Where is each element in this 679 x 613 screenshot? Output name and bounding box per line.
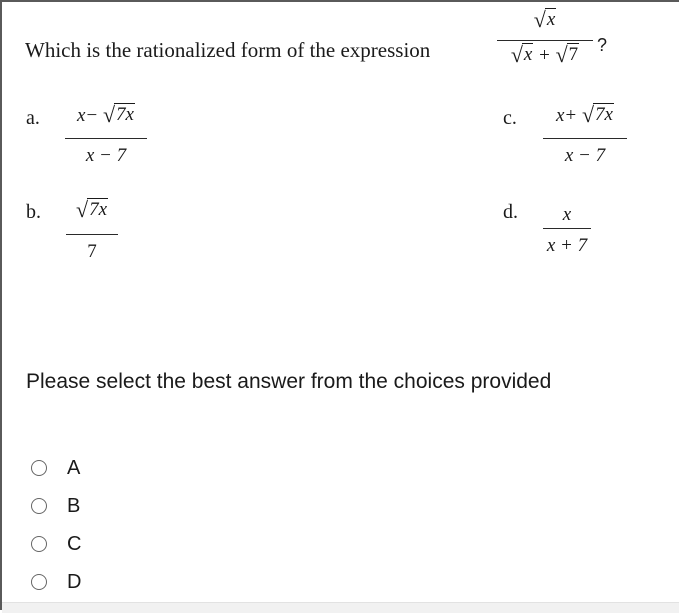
question-expression — [497, 8, 593, 67]
choice-label[interactable]: C — [67, 532, 82, 555]
choice-label[interactable]: B — [67, 494, 81, 517]
option-a-letter: a. — [26, 107, 40, 129]
choice-d[interactable] — [31, 568, 81, 596]
sqrt-symbol: √ 7x — [102, 102, 134, 127]
sqrt-symbol: √ x — [533, 7, 556, 32]
radio-button[interactable] — [31, 536, 47, 552]
option-b-numerator — [66, 198, 118, 228]
option-a-fraction — [65, 103, 147, 167]
choice-label[interactable]: A — [67, 456, 81, 479]
option-a-denominator: x − 7 — [85, 145, 127, 166]
fraction-bar — [65, 138, 147, 139]
bottom-strip — [2, 602, 679, 613]
option-d-fraction — [543, 198, 591, 257]
answer-prompt: Please select the best answer from the choices provided — [26, 370, 552, 393]
question-mark: ? — [597, 35, 608, 55]
sqrt-symbol: √ 7 — [555, 42, 579, 67]
option-d-denominator: x + 7 — [546, 235, 588, 256]
option-c-numerator: x+ √ 7x — [556, 102, 613, 127]
sqrt-symbol: √ x — [510, 42, 533, 67]
option-b-denominator: 7 — [87, 241, 97, 262]
fraction-bar — [66, 234, 118, 235]
fraction-bar — [543, 228, 591, 229]
fraction-bar — [543, 138, 627, 139]
sqrt-symbol: √ 7x — [581, 102, 613, 127]
choice-b[interactable] — [31, 492, 80, 520]
option-b-fraction — [66, 198, 118, 263]
option-d-letter: d. — [503, 201, 518, 223]
radio-button[interactable] — [31, 498, 47, 514]
question-text: Which is the rationalized form of the expression — [25, 38, 431, 62]
expression-numerator — [497, 8, 593, 38]
option-c-fraction — [543, 103, 627, 167]
option-b-letter: b. — [26, 201, 41, 223]
option-c-denominator: x − 7 — [564, 145, 606, 166]
sqrt-symbol: √ 7x — [75, 197, 107, 222]
choice-label[interactable]: D — [67, 570, 82, 593]
radio-button[interactable] — [31, 460, 47, 476]
fraction-bar — [497, 40, 593, 41]
expression-denominator: √ x + √ 7 — [510, 42, 579, 67]
option-a-numerator: x− √ 7x — [77, 102, 134, 127]
radio-button[interactable] — [31, 574, 47, 590]
option-c-letter: c. — [503, 107, 517, 129]
option-d-numerator: x — [562, 204, 572, 225]
choice-c[interactable] — [31, 530, 81, 558]
choice-a[interactable] — [31, 454, 80, 482]
